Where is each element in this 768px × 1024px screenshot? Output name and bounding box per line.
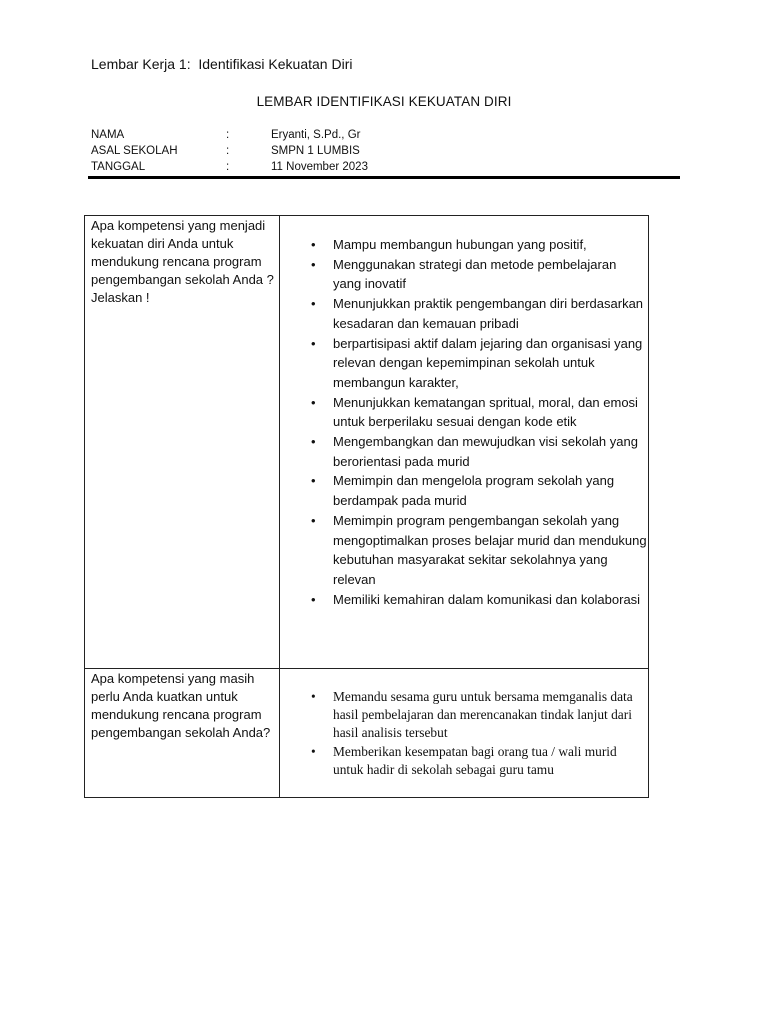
list-item [307,255,647,294]
row-divider [85,668,648,669]
bullet-icon: • [311,256,316,272]
bullet-icon: • [311,394,316,410]
answer-text: berpartisipasi aktif dalam jejaring dan organisasi yang relevan dengan kepemimpinan sekolah untuk membangun karakter, [333,335,643,390]
info-value: 11 November 2023 [271,161,368,173]
bullet-icon: • [311,237,316,252]
bullet-icon: • [311,689,316,704]
answer-text: Memimpin dan mengelola program sekolah yang berdampak pada murid [333,473,615,509]
column-divider [279,216,280,797]
info-colon: : [226,161,230,173]
answer-text: Menunjukkan kematangan spritual, moral, dan emosi untuk berperilaku sesuai dengan kode etik [333,394,638,430]
answer-text: Memiliki kemahiran dalam komunikasi dan kolaborasi [333,591,641,607]
list-item [307,688,643,743]
info-colon: : [226,129,230,141]
info-colon: : [226,145,230,157]
bullet-icon: • [311,296,316,312]
document-title: LEMBAR IDENTIFIKASI KEKUATAN DIRI [256,94,512,109]
question-cell-strengths: Apa kompetensi yang menjadi kekuatan diri Anda untuk mendukung rencana program pengembangan sekolah Anda ? Jelaskan ! [91,218,274,305]
bullet-icon: • [311,591,316,607]
list-item [307,743,643,779]
info-label: ASAL SEKOLAH [91,145,178,157]
list-item [307,590,647,610]
header-divider [88,176,680,179]
answer-text: Memberikan kesempatan bagi orang tua / wali murid untuk hadir di sekolah sebagai guru tamu [333,743,617,777]
answer-list-strengths [307,235,647,609]
list-item [307,432,647,471]
answer-text: Menggunakan strategi dan metode pembelajaran yang inovatif [333,256,617,292]
info-value: SMPN 1 LUMBIS [271,145,360,157]
list-item [307,393,647,432]
worksheet-title: Lembar Kerja 1: Identifikasi Kekuatan Diri [91,56,353,72]
answer-text: Mampu membangun hubungan yang positif, [333,237,587,252]
answer-text: Memimpin program pengembangan sekolah yang mengoptimalkan proses belajar murid dan mendukung kebutuhan masyarakat sekitar sekolahnya yang relevan [333,512,647,587]
list-item [307,471,647,510]
answer-text: Memandu sesama guru untuk bersama memganalis data hasil pembelajaran dan merencanakan tindak lanjut dari hasil analisis tersebut [333,689,633,741]
answer-text: Mengembangkan dan mewujudkan visi sekolah yang berorientasi pada murid [333,434,638,469]
info-label: TANGGAL [91,161,146,173]
answer-text: Menunjukkan praktik pengembangan diri berdasarkan kesadaran dan kemauan pribadi [333,296,644,331]
competency-table [84,215,649,798]
list-item [307,334,647,393]
info-label: NAMA [91,129,125,141]
info-value: Eryanti, S.Pd., Gr [271,129,361,141]
list-item [307,294,647,333]
list-item [307,511,647,590]
question-cell-improvements: Apa kompetensi yang masih perlu Anda kuatkan untuk mendukung rencana program pengembangan sekolah Anda? [91,671,271,740]
bullet-icon: • [311,512,316,528]
bullet-icon: • [311,335,316,351]
bullet-icon: • [311,473,316,489]
answer-list-improvements [307,688,643,779]
list-item [307,235,647,255]
bullet-icon: • [311,743,316,759]
bullet-icon: • [311,434,316,450]
